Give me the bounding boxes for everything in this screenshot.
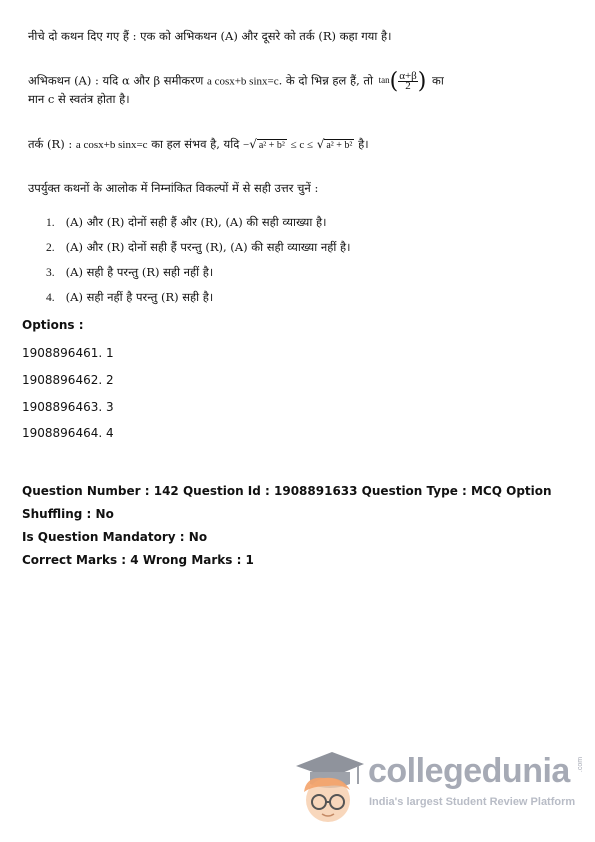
choice-number: 2. [46, 242, 55, 254]
assertion-suffix: का मान c से स्वतंत्र होता है। [28, 73, 444, 106]
option-id-1: 1908896461. 1 [22, 346, 114, 360]
choice-text: (A) सही है परन्तु (R) सही नहीं है। [65, 265, 214, 279]
logo-brand-text: collegedunia [368, 752, 570, 790]
assertion-statement [28, 69, 448, 108]
logo-tagline: India's largest Student Review Platform [369, 796, 576, 808]
metadata-line-2: Is Question Mandatory : No [22, 530, 208, 544]
tan-function: tan [378, 75, 390, 85]
reason-middle: का हल संभव है, यदि [151, 137, 240, 151]
option-id-2: 1908896462. 2 [22, 373, 114, 387]
option-id-4: 1908896464. 4 [22, 426, 114, 440]
option-id-3: 1908896463. 3 [22, 400, 114, 414]
choice-number: 3. [46, 267, 55, 279]
choice-item [46, 214, 350, 239]
answer-choices [46, 214, 350, 314]
question-metadata [22, 480, 582, 572]
graduate-mascot-icon [290, 734, 366, 824]
assertion-middle: . के दो भिन्न हल हैं, तो [278, 73, 373, 88]
choice-item [46, 289, 350, 314]
reason-statement: तर्क (R) : a cosx+b sinx=c का हल संभव है, यदि −√ a² + b² ≤ c ≤ √ a² + b² है। [28, 137, 369, 151]
choice-text: (A) सही नहीं है परन्तु (R) सही है। [65, 290, 214, 304]
question-instruction: उपर्युक्त कथनों के आलोक में निम्नांकित विकल्पों में से सही उत्तर चुनें : [28, 181, 319, 195]
assertion-prefix: अभिकथन (A) : यदि α और β समीकरण [28, 73, 204, 88]
choice-item [46, 239, 350, 264]
ineq-minus: − [242, 139, 250, 151]
choice-number: 1. [46, 217, 55, 229]
ineq-middle: ≤ c ≤ [290, 139, 314, 151]
tan-fraction [398, 72, 418, 91]
tan-denominator: 2 [405, 80, 411, 92]
choice-number: 4. [46, 292, 55, 304]
tan-expression: $^{tan}$( $\frac{\alpha+\beta}{2}$ ) [378, 69, 427, 94]
sqrt-left: a² + b² [258, 140, 285, 151]
choice-item [46, 264, 350, 289]
choice-text: (A) और (R) दोनों सही हैं और (R), (A) की सही व्याख्या है। [65, 215, 327, 229]
assertion-equation: a cosx+b sinx=c [206, 75, 279, 88]
tan-numerator: α+β [399, 70, 417, 82]
reason-suffix: है। [358, 137, 369, 151]
metadata-line-1: Question Number : 142 Question Id : 1908891633 Question Type : MCQ Option Shuffling : No [22, 484, 552, 521]
sqrt-right: a² + b² [326, 140, 353, 151]
reason-prefix: तर्क (R) : [28, 137, 73, 151]
collegedunia-logo [290, 734, 590, 824]
logo-domain-text: .com [577, 756, 585, 773]
choice-text: (A) और (R) दोनों सही हैं परन्तु (R), (A) की सही व्याख्या नहीं है। [65, 240, 351, 254]
metadata-line-3: Correct Marks : 4 Wrong Marks : 1 [22, 553, 254, 567]
question-intro: नीचे दो कथन दिए गए हैं : एक को अभिकथन (A) और दूसरे को तर्क (R) कहा गया है। [28, 29, 392, 43]
options-heading: Options : [22, 318, 84, 332]
reason-equation: a cosx+b sinx=c [75, 139, 148, 151]
